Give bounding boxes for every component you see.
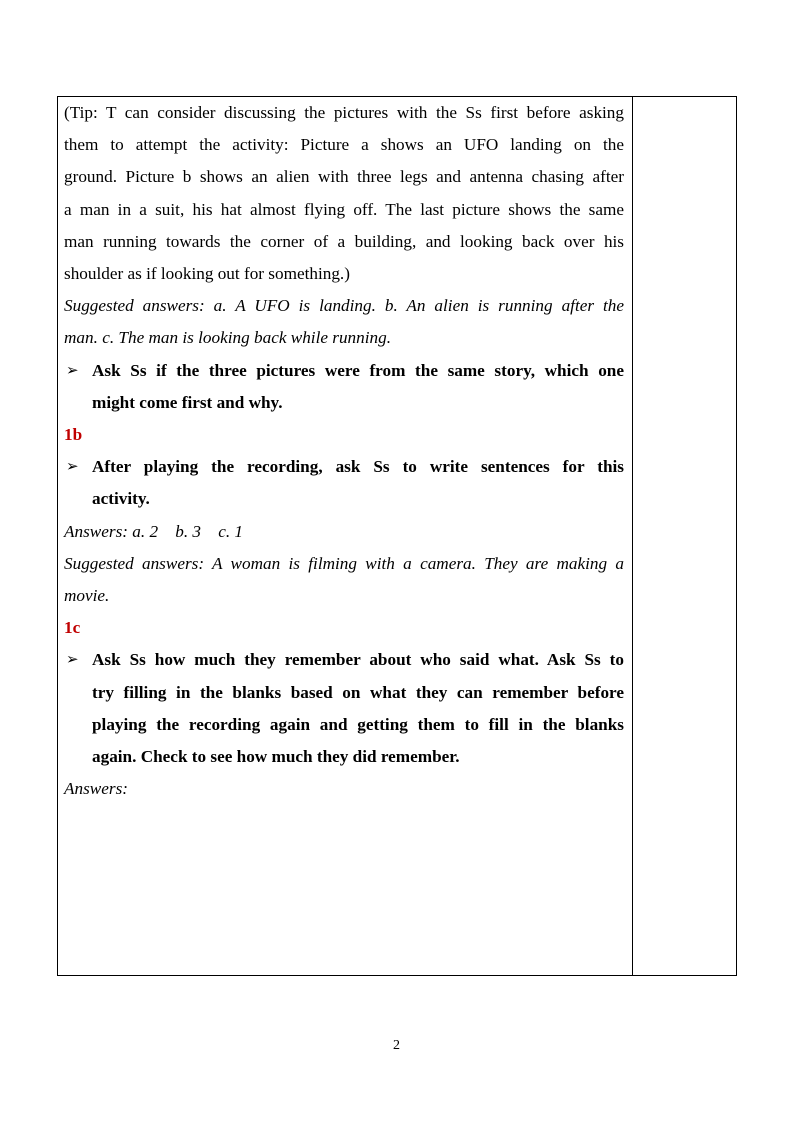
instruction-bullet-1a — [64, 355, 624, 419]
instruction-line: activity. — [92, 489, 150, 509]
instruction-line: After playing the recording, ask Ss to write sentences for this — [92, 457, 624, 477]
answers-1b: Answers: a. 2 b. 3 c. 1 — [64, 521, 244, 541]
suggested-answers-1a — [64, 290, 624, 354]
instruction-bullet-1b — [64, 451, 624, 515]
suggested-line: Suggested answers: A woman is filming with a camera. They are making a — [64, 553, 624, 573]
instruction-line: try filling in the blanks based on what they can remember before — [92, 682, 624, 702]
suggested-line: man. c. The man is looking back while running. — [64, 328, 392, 348]
suggested-answers-1b — [64, 548, 624, 612]
lesson-notes-cell — [64, 97, 624, 805]
instruction-line: again. Check to see how much they did remember. — [92, 747, 460, 767]
arrow-bullet-icon: ➢ — [66, 652, 79, 669]
tip-paragraph — [64, 97, 624, 290]
instruction-line: Ask Ss how much they remember about who said what. Ask Ss to — [92, 650, 624, 670]
suggested-line: movie. — [64, 586, 110, 606]
tip-line: them to attempt the activity: Picture a shows an UFO landing on the — [64, 135, 624, 155]
section-label-1b: 1b — [64, 425, 83, 445]
instruction-line: might come first and why. — [92, 392, 283, 412]
tip-line: shoulder as if looking out for something.) — [64, 264, 350, 284]
section-label-1c: 1c — [64, 618, 81, 638]
instruction-line: playing the recording again and getting them to fill in the blanks — [92, 714, 624, 734]
tip-line: man running towards the corner of a building, and looking back over his — [64, 231, 624, 251]
instruction-line: Ask Ss if the three pictures were from the same story, which one — [92, 360, 624, 380]
arrow-bullet-icon: ➢ — [66, 459, 79, 476]
tip-line: (Tip: T can consider discussing the pictures with the Ss first before asking — [64, 103, 624, 122]
tip-line: ground. Picture b shows an alien with three legs and antenna chasing after — [64, 167, 624, 187]
arrow-bullet-icon: ➢ — [66, 362, 79, 379]
notes-column-cell — [633, 97, 736, 975]
tip-line: a man in a suit, his hat almost flying off. The last picture shows the same — [64, 199, 624, 219]
answers-1c: Answers: — [64, 779, 128, 799]
instruction-bullet-1c — [64, 644, 624, 773]
lesson-table — [57, 96, 737, 976]
page-number: 2 — [393, 1038, 400, 1053]
suggested-line: Suggested answers: a. A UFO is landing. b. An alien is running after the — [64, 296, 624, 316]
